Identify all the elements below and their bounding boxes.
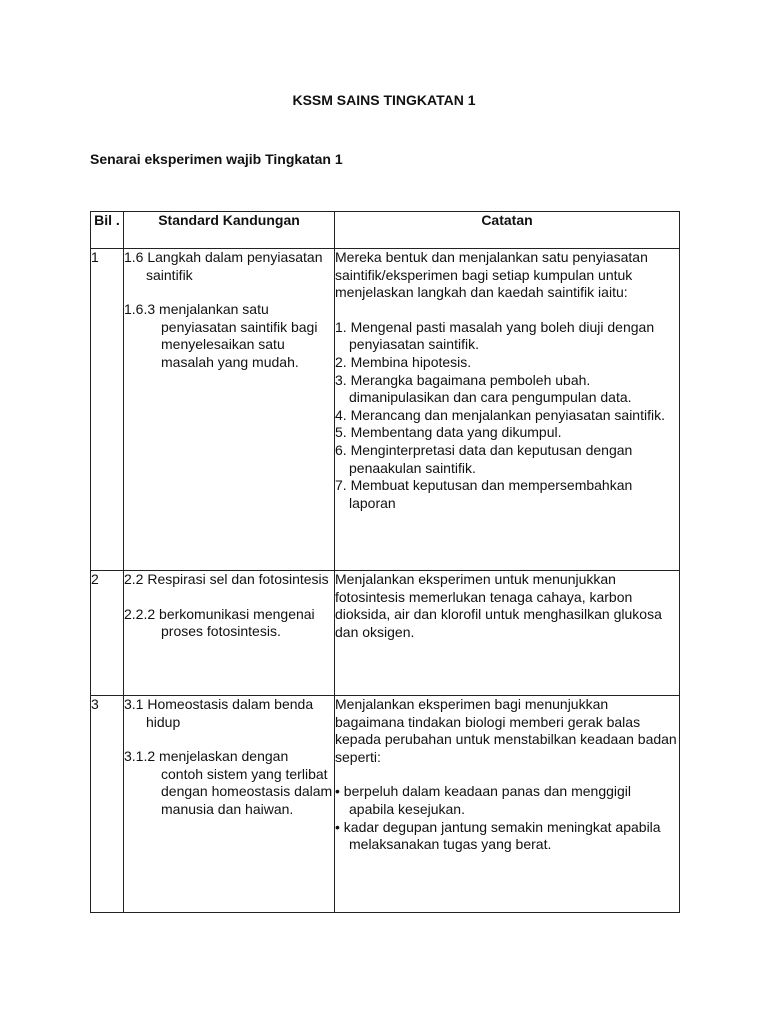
list-item: 1. Mengenal pasti masalah yang boleh diuji dengan penyiasatan saintifik. — [335, 318, 655, 353]
catatan-cell — [335, 571, 680, 696]
row-number: 2 — [91, 571, 124, 696]
topic-text: 3.1 Homeostasis dalam benda hidup — [124, 696, 314, 730]
catatan-intro: Menjalankan eksperimen untuk menunjukkan fotosintesis memerlukan tenaga cahaya, karbon dioksida, air dan klorofil untuk menghasilkan glukosa dan oksigen. — [335, 571, 662, 640]
list-item: 4. Merancang dan menjalankan penyiasatan saintifik. — [335, 406, 665, 423]
list-item: 3. Merangka bagaimana pemboleh ubah. dimanipulasikan dan cara pengumpulan data. — [335, 371, 632, 406]
bullet-text: berpeluh dalam keadaan panas dan menggigil apabila kesejukan. — [343, 783, 632, 817]
bullet-item — [335, 819, 679, 854]
list-item: 5. Membentang data yang dikumpul. — [335, 424, 562, 441]
experiment-table — [90, 211, 680, 913]
page-subtitle: Senarai eksperimen wajib Tingkatan 1 — [90, 151, 343, 167]
standard-cell — [124, 249, 335, 571]
standard-cell — [124, 696, 335, 913]
list-item: 2. Membina hipotesis. — [335, 353, 472, 370]
row-number: 1 — [91, 249, 124, 571]
standard-text: 3.1.2 menjelaskan dengan contoh sistem yang terlibat dengan homeostasis dalam manusia dan haiwan. — [124, 748, 333, 817]
header-catatan: Catatan — [335, 212, 680, 249]
standard-text: 2.2.2 berkomunikasi mengenai proses fotosintesis. — [124, 605, 315, 640]
table-row — [91, 571, 680, 696]
topic-text: 2.2 Respirasi sel dan fotosintesis — [124, 571, 329, 587]
list-item: 6. Menginterpretasi data dan keputusan dengan penaakulan saintifik. — [335, 441, 633, 476]
list-item: 7. Membuat keputusan dan mempersembahkan laporan — [335, 477, 633, 511]
bullet-icon: • — [335, 783, 344, 800]
catatan-cell — [335, 696, 680, 913]
catatan-cell — [335, 249, 680, 571]
table-row — [91, 249, 680, 571]
standard-text: 1.6.3 menjalankan satu penyiasatan saintifik bagi menyelesaikan satu masalah yang mudah. — [124, 301, 318, 370]
catatan-intro: Menjalankan eksperimen bagi menunjukkan bagaimana tindakan biologi memberi gerak balas kepada perubahan untuk menstabilkan keadaan badan seperti: — [335, 696, 677, 765]
header-standard: Standard Kandungan — [124, 212, 335, 249]
standard-cell — [124, 571, 335, 696]
bullet-text: kadar degupan jantung semakin meningkat apabila melaksanakan tugas yang berat. — [343, 818, 661, 853]
table-row — [91, 696, 680, 913]
bullet-icon: • — [335, 818, 344, 835]
page-title: KSSM SAINS TINGKATAN 1 — [292, 92, 476, 108]
header-bil: Bil . — [91, 212, 124, 249]
table-header-row — [91, 212, 680, 249]
bullet-item — [335, 783, 679, 818]
row-number: 3 — [91, 696, 124, 913]
topic-text: 1.6 Langkah dalam penyiasatan saintifik — [124, 249, 323, 283]
catatan-intro: Mereka bentuk dan menjalankan satu penyiasatan saintifik/eksperimen bagi setiap kumpulan untuk menjelaskan langkah dan kaedah saintifik iaitu: — [335, 249, 648, 301]
